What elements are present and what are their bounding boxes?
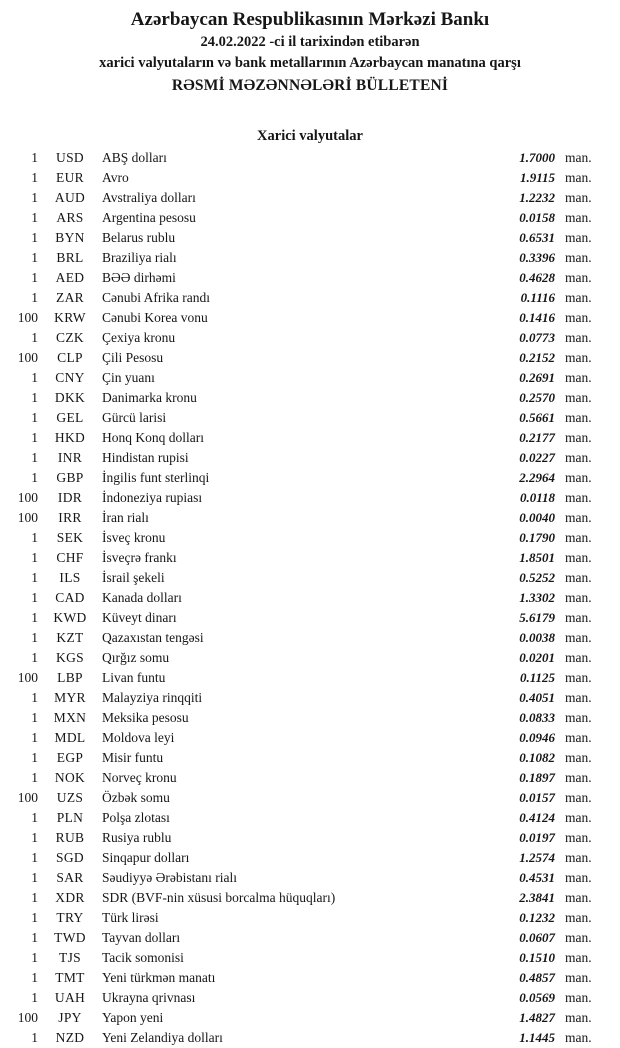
row-code: NOK bbox=[54, 770, 86, 785]
row-rate: 0.3396 bbox=[519, 250, 555, 265]
row-name: Rusiya rublu bbox=[102, 830, 172, 845]
rate-row bbox=[0, 788, 620, 808]
row-unit: man. bbox=[565, 270, 592, 285]
row-unit: man. bbox=[565, 330, 592, 345]
row-unit: man. bbox=[565, 990, 592, 1005]
row-unit: man. bbox=[565, 890, 592, 905]
rate-row bbox=[0, 228, 620, 248]
row-qty: 1 bbox=[31, 930, 38, 945]
rate-row bbox=[0, 468, 620, 488]
row-qty: 100 bbox=[17, 670, 38, 685]
row-qty: 1 bbox=[31, 330, 38, 345]
row-code: PLN bbox=[56, 810, 84, 825]
row-unit: man. bbox=[565, 350, 592, 365]
row-rate: 0.1510 bbox=[519, 950, 555, 965]
row-code: TWD bbox=[54, 930, 86, 945]
row-name: Çexiya kronu bbox=[102, 330, 176, 345]
row-code: NZD bbox=[55, 1030, 85, 1045]
row-name: Polşa zlotası bbox=[102, 810, 170, 825]
row-unit: man. bbox=[565, 770, 592, 785]
row-rate: 0.1790 bbox=[519, 530, 555, 545]
row-code: KGS bbox=[56, 650, 84, 665]
row-name: Malayziya rinqqiti bbox=[102, 690, 203, 705]
row-unit: man. bbox=[565, 390, 592, 405]
row-qty: 1 bbox=[31, 610, 38, 625]
row-qty: 1 bbox=[31, 210, 38, 225]
rate-row bbox=[0, 868, 620, 888]
rate-row bbox=[0, 748, 620, 768]
row-rate: 1.9115 bbox=[519, 170, 555, 185]
row-unit: man. bbox=[565, 490, 592, 505]
row-rate: 0.0118 bbox=[519, 490, 555, 505]
rate-row bbox=[0, 308, 620, 328]
row-code: LBP bbox=[57, 670, 83, 685]
row-qty: 1 bbox=[31, 270, 38, 285]
row-unit: man. bbox=[565, 530, 592, 545]
scope-line: xarici valyutaların və bank metallarının Azərbaycan manatına qarşı bbox=[99, 55, 521, 71]
rate-row bbox=[0, 988, 620, 1008]
row-name: Səudiyyə Ərəbistanı rialı bbox=[102, 870, 237, 885]
row-qty: 1 bbox=[31, 570, 38, 585]
row-qty: 100 bbox=[17, 510, 38, 525]
row-code: SGD bbox=[56, 850, 84, 865]
row-code: TMT bbox=[55, 970, 85, 985]
row-code: INR bbox=[57, 450, 83, 465]
row-name: Cənubi Korea vonu bbox=[102, 310, 208, 325]
rate-row bbox=[0, 508, 620, 528]
row-rate: 0.6531 bbox=[519, 230, 555, 245]
row-qty: 1 bbox=[31, 830, 38, 845]
row-rate: 2.3841 bbox=[519, 890, 555, 905]
row-qty: 1 bbox=[31, 430, 38, 445]
rate-row bbox=[0, 528, 620, 548]
row-qty: 100 bbox=[17, 310, 38, 325]
row-rate: 1.3302 bbox=[519, 590, 555, 605]
row-unit: man. bbox=[565, 590, 592, 605]
row-rate: 0.0158 bbox=[519, 210, 555, 225]
row-rate: 1.7000 bbox=[519, 150, 555, 165]
row-unit: man. bbox=[565, 690, 592, 705]
row-name: BƏƏ dirhəmi bbox=[102, 270, 176, 285]
row-qty: 1 bbox=[31, 970, 38, 985]
row-code: SAR bbox=[56, 870, 84, 885]
row-qty: 1 bbox=[31, 650, 38, 665]
row-qty: 1 bbox=[31, 150, 38, 165]
row-qty: 1 bbox=[31, 250, 38, 265]
row-qty: 1 bbox=[31, 730, 38, 745]
row-code: KWD bbox=[53, 610, 87, 625]
row-qty: 1 bbox=[31, 410, 38, 425]
row-name: Qazaxıstan tengəsi bbox=[102, 630, 204, 645]
rate-row bbox=[0, 828, 620, 848]
row-code: DKK bbox=[54, 390, 86, 405]
row-code: UAH bbox=[54, 990, 86, 1005]
row-code: GBP bbox=[56, 470, 84, 485]
rate-row bbox=[0, 648, 620, 668]
rate-row bbox=[0, 288, 620, 308]
rate-row bbox=[0, 968, 620, 988]
row-rate: 0.2177 bbox=[519, 430, 555, 445]
row-code: GEL bbox=[56, 410, 84, 425]
rate-row bbox=[0, 268, 620, 288]
row-rate: 0.4531 bbox=[519, 870, 555, 885]
row-unit: man. bbox=[565, 910, 592, 925]
row-rate: 0.0946 bbox=[519, 730, 555, 745]
row-unit: man. bbox=[565, 310, 592, 325]
row-rate: 0.4051 bbox=[519, 690, 555, 705]
row-qty: 1 bbox=[31, 550, 38, 565]
row-unit: man. bbox=[565, 610, 592, 625]
row-rate: 0.1082 bbox=[519, 750, 555, 765]
row-name: Yeni türkmən manatı bbox=[102, 970, 216, 985]
row-qty: 1 bbox=[31, 370, 38, 385]
rate-row bbox=[0, 908, 620, 928]
row-qty: 1 bbox=[31, 810, 38, 825]
rate-row bbox=[0, 388, 620, 408]
row-code: ILS bbox=[59, 570, 81, 585]
row-unit: man. bbox=[565, 650, 592, 665]
row-rate: 0.5661 bbox=[519, 410, 555, 425]
row-unit: man. bbox=[565, 790, 592, 805]
row-rate: 0.0157 bbox=[519, 790, 555, 805]
row-rate: 0.1232 bbox=[519, 910, 555, 925]
row-rate: 0.0569 bbox=[519, 990, 555, 1005]
row-unit: man. bbox=[565, 850, 592, 865]
rate-row bbox=[0, 1008, 620, 1028]
row-rate: 0.4124 bbox=[519, 810, 555, 825]
row-qty: 1 bbox=[31, 870, 38, 885]
row-rate: 0.2152 bbox=[519, 350, 555, 365]
row-code: XDR bbox=[55, 890, 85, 905]
row-name: Yapon yeni bbox=[102, 1010, 164, 1025]
row-name: Çin yuanı bbox=[102, 370, 155, 385]
row-name: SDR (BVF-nin xüsusi borcalma hüquqları) bbox=[102, 890, 336, 905]
row-code: MDL bbox=[54, 730, 86, 745]
row-name: Tacik somonisi bbox=[102, 950, 184, 965]
row-code: USD bbox=[56, 150, 84, 165]
row-code: CZK bbox=[56, 330, 84, 345]
row-unit: man. bbox=[565, 570, 592, 585]
row-name: Gürcü larisi bbox=[102, 410, 167, 425]
row-qty: 1 bbox=[31, 710, 38, 725]
row-rate: 0.1116 bbox=[520, 290, 555, 305]
row-unit: man. bbox=[565, 190, 592, 205]
row-unit: man. bbox=[565, 510, 592, 525]
row-rate: 0.4857 bbox=[519, 970, 555, 985]
rate-row bbox=[0, 588, 620, 608]
rate-row bbox=[0, 1028, 620, 1048]
rate-row bbox=[0, 928, 620, 948]
row-name: İsrail şekeli bbox=[102, 570, 165, 585]
row-rate: 0.0607 bbox=[519, 930, 555, 945]
row-name: Meksika pesosu bbox=[102, 710, 189, 725]
row-qty: 100 bbox=[17, 1010, 38, 1025]
rate-row bbox=[0, 248, 620, 268]
row-unit: man. bbox=[565, 450, 592, 465]
row-rate: 0.1125 bbox=[519, 670, 555, 685]
row-qty: 100 bbox=[17, 790, 38, 805]
row-rate: 1.2574 bbox=[519, 850, 555, 865]
row-code: HKD bbox=[54, 430, 86, 445]
row-name: Qırğız somu bbox=[102, 650, 170, 665]
row-rate: 0.0773 bbox=[519, 330, 555, 345]
section-title: Xarici valyutalar bbox=[257, 128, 363, 144]
row-code: TJS bbox=[59, 950, 81, 965]
rate-row bbox=[0, 448, 620, 468]
rate-row bbox=[0, 368, 620, 388]
row-name: Küveyt dinarı bbox=[102, 610, 177, 625]
row-name: İngilis funt sterlinqi bbox=[102, 470, 210, 485]
row-qty: 1 bbox=[31, 590, 38, 605]
row-rate: 0.0201 bbox=[519, 650, 555, 665]
row-code: ARS bbox=[56, 210, 84, 225]
row-code: TRY bbox=[56, 910, 84, 925]
row-rate: 1.1445 bbox=[519, 1030, 555, 1045]
row-code: RUB bbox=[55, 830, 85, 845]
row-name: Ukrayna qrivnası bbox=[102, 990, 196, 1005]
row-rate: 0.1897 bbox=[519, 770, 555, 785]
row-qty: 100 bbox=[17, 490, 38, 505]
rate-row bbox=[0, 848, 620, 868]
rate-row bbox=[0, 768, 620, 788]
row-code: BYN bbox=[55, 230, 85, 245]
row-qty: 1 bbox=[31, 230, 38, 245]
row-unit: man. bbox=[565, 750, 592, 765]
row-code: CAD bbox=[55, 590, 85, 605]
row-rate: 0.0040 bbox=[519, 510, 555, 525]
row-rate: 2.2964 bbox=[519, 470, 555, 485]
row-rate: 0.1416 bbox=[519, 310, 555, 325]
row-rate: 0.0833 bbox=[519, 710, 555, 725]
row-unit: man. bbox=[565, 1010, 592, 1025]
row-unit: man. bbox=[565, 970, 592, 985]
effective-date-line: 24.02.2022 -ci il tarixindən etibarən bbox=[200, 34, 420, 50]
row-code: AED bbox=[55, 270, 85, 285]
row-name: ABŞ dolları bbox=[102, 150, 167, 165]
row-code: UZS bbox=[56, 790, 84, 805]
row-rate: 0.2570 bbox=[519, 390, 555, 405]
rate-row bbox=[0, 948, 620, 968]
row-name: Danimarka kronu bbox=[102, 390, 197, 405]
row-unit: man. bbox=[565, 730, 592, 745]
row-unit: man. bbox=[565, 170, 592, 185]
rate-row bbox=[0, 208, 620, 228]
row-name: Kanada dolları bbox=[102, 590, 182, 605]
row-qty: 1 bbox=[31, 890, 38, 905]
row-rate: 0.4628 bbox=[519, 270, 555, 285]
row-code: ZAR bbox=[56, 290, 84, 305]
rate-row bbox=[0, 728, 620, 748]
rate-row bbox=[0, 548, 620, 568]
row-qty: 1 bbox=[31, 530, 38, 545]
row-qty: 1 bbox=[31, 190, 38, 205]
rate-row bbox=[0, 488, 620, 508]
row-qty: 1 bbox=[31, 690, 38, 705]
row-name: İsveç kronu bbox=[102, 530, 166, 545]
row-qty: 1 bbox=[31, 170, 38, 185]
row-unit: man. bbox=[565, 150, 592, 165]
row-name: Çili Pesosu bbox=[102, 350, 164, 365]
bulletin-title: RƏSMİ MƏZƏNNƏLƏRİ BÜLLETENİ bbox=[171, 77, 449, 94]
row-unit: man. bbox=[565, 370, 592, 385]
row-qty: 1 bbox=[31, 910, 38, 925]
rates-table bbox=[0, 148, 620, 1048]
row-name: Misir funtu bbox=[102, 750, 164, 765]
row-rate: 1.2232 bbox=[519, 190, 555, 205]
row-qty: 1 bbox=[31, 850, 38, 865]
row-name: Yeni Zelandiya dolları bbox=[102, 1030, 223, 1045]
row-name: Tayvan dolları bbox=[102, 930, 181, 945]
row-rate: 0.5252 bbox=[519, 570, 555, 585]
row-name: Braziliya rialı bbox=[102, 250, 177, 265]
row-name: Moldova leyi bbox=[102, 730, 175, 745]
row-unit: man. bbox=[565, 230, 592, 245]
row-qty: 1 bbox=[31, 470, 38, 485]
row-name: Özbək somu bbox=[102, 790, 170, 805]
row-qty: 1 bbox=[31, 950, 38, 965]
doc-header bbox=[0, 0, 620, 97]
row-qty: 100 bbox=[17, 350, 38, 365]
row-qty: 1 bbox=[31, 450, 38, 465]
rate-row bbox=[0, 428, 620, 448]
row-name: İran rialı bbox=[102, 510, 149, 525]
rate-row bbox=[0, 808, 620, 828]
row-qty: 1 bbox=[31, 990, 38, 1005]
row-unit: man. bbox=[565, 870, 592, 885]
row-unit: man. bbox=[565, 670, 592, 685]
row-name: İsveçrə frankı bbox=[102, 550, 177, 565]
row-name: Avro bbox=[102, 170, 129, 185]
row-unit: man. bbox=[565, 810, 592, 825]
row-code: IDR bbox=[57, 490, 83, 505]
row-qty: 1 bbox=[31, 390, 38, 405]
row-qty: 1 bbox=[31, 750, 38, 765]
row-qty: 1 bbox=[31, 770, 38, 785]
row-code: IRR bbox=[58, 510, 82, 525]
row-name: Cənubi Afrika randı bbox=[102, 290, 210, 305]
row-code: BRL bbox=[56, 250, 84, 265]
rate-row bbox=[0, 888, 620, 908]
row-rate: 5.6179 bbox=[519, 610, 555, 625]
row-name: Argentina pesosu bbox=[102, 210, 196, 225]
rate-row bbox=[0, 568, 620, 588]
row-unit: man. bbox=[565, 710, 592, 725]
row-unit: man. bbox=[565, 1030, 592, 1045]
row-code: MXN bbox=[53, 710, 87, 725]
row-unit: man. bbox=[565, 470, 592, 485]
row-rate: 0.2691 bbox=[519, 370, 555, 385]
row-name: Norveç kronu bbox=[102, 770, 177, 785]
rate-row bbox=[0, 168, 620, 188]
rate-row bbox=[0, 348, 620, 368]
row-rate: 1.8501 bbox=[519, 550, 555, 565]
row-qty: 1 bbox=[31, 1030, 38, 1045]
row-rate: 1.4827 bbox=[519, 1010, 555, 1025]
row-code: KRW bbox=[54, 310, 86, 325]
row-name: Belarus rublu bbox=[102, 230, 176, 245]
row-unit: man. bbox=[565, 630, 592, 645]
row-name: Avstraliya dolları bbox=[102, 190, 196, 205]
rate-row bbox=[0, 708, 620, 728]
row-code: JPY bbox=[58, 1010, 82, 1025]
rate-row bbox=[0, 148, 620, 168]
rate-row bbox=[0, 608, 620, 628]
row-rate: 0.0197 bbox=[519, 830, 555, 845]
rate-row bbox=[0, 688, 620, 708]
row-qty: 1 bbox=[31, 290, 38, 305]
row-name: Sinqapur dolları bbox=[102, 850, 190, 865]
row-unit: man. bbox=[565, 290, 592, 305]
row-unit: man. bbox=[565, 950, 592, 965]
row-code: MYR bbox=[54, 690, 86, 705]
row-name: Hindistan rupisi bbox=[102, 450, 189, 465]
row-name: Honq Konq dolları bbox=[102, 430, 204, 445]
row-unit: man. bbox=[565, 210, 592, 225]
row-rate: 0.0038 bbox=[519, 630, 555, 645]
row-code: EUR bbox=[56, 170, 84, 185]
rate-row bbox=[0, 668, 620, 688]
row-unit: man. bbox=[565, 930, 592, 945]
row-name: İndoneziya rupiası bbox=[102, 490, 203, 505]
rate-row bbox=[0, 328, 620, 348]
row-code: KZT bbox=[56, 630, 84, 645]
rate-row bbox=[0, 188, 620, 208]
row-code: AUD bbox=[54, 190, 86, 205]
row-code: EGP bbox=[56, 750, 84, 765]
row-qty: 1 bbox=[31, 630, 38, 645]
rate-row bbox=[0, 408, 620, 428]
row-name: Livan funtu bbox=[102, 670, 166, 685]
row-unit: man. bbox=[565, 250, 592, 265]
row-unit: man. bbox=[565, 830, 592, 845]
rate-row bbox=[0, 628, 620, 648]
row-unit: man. bbox=[565, 410, 592, 425]
row-code: CNY bbox=[55, 370, 85, 385]
row-unit: man. bbox=[565, 430, 592, 445]
row-name: Türk lirəsi bbox=[102, 910, 159, 925]
row-code: SEK bbox=[56, 530, 84, 545]
row-rate: 0.0227 bbox=[519, 450, 555, 465]
row-code: CHF bbox=[56, 550, 84, 565]
row-code: CLP bbox=[57, 350, 83, 365]
row-unit: man. bbox=[565, 550, 592, 565]
bank-title: Azərbaycan Respublikasının Mərkəzi Bankı bbox=[130, 9, 490, 30]
